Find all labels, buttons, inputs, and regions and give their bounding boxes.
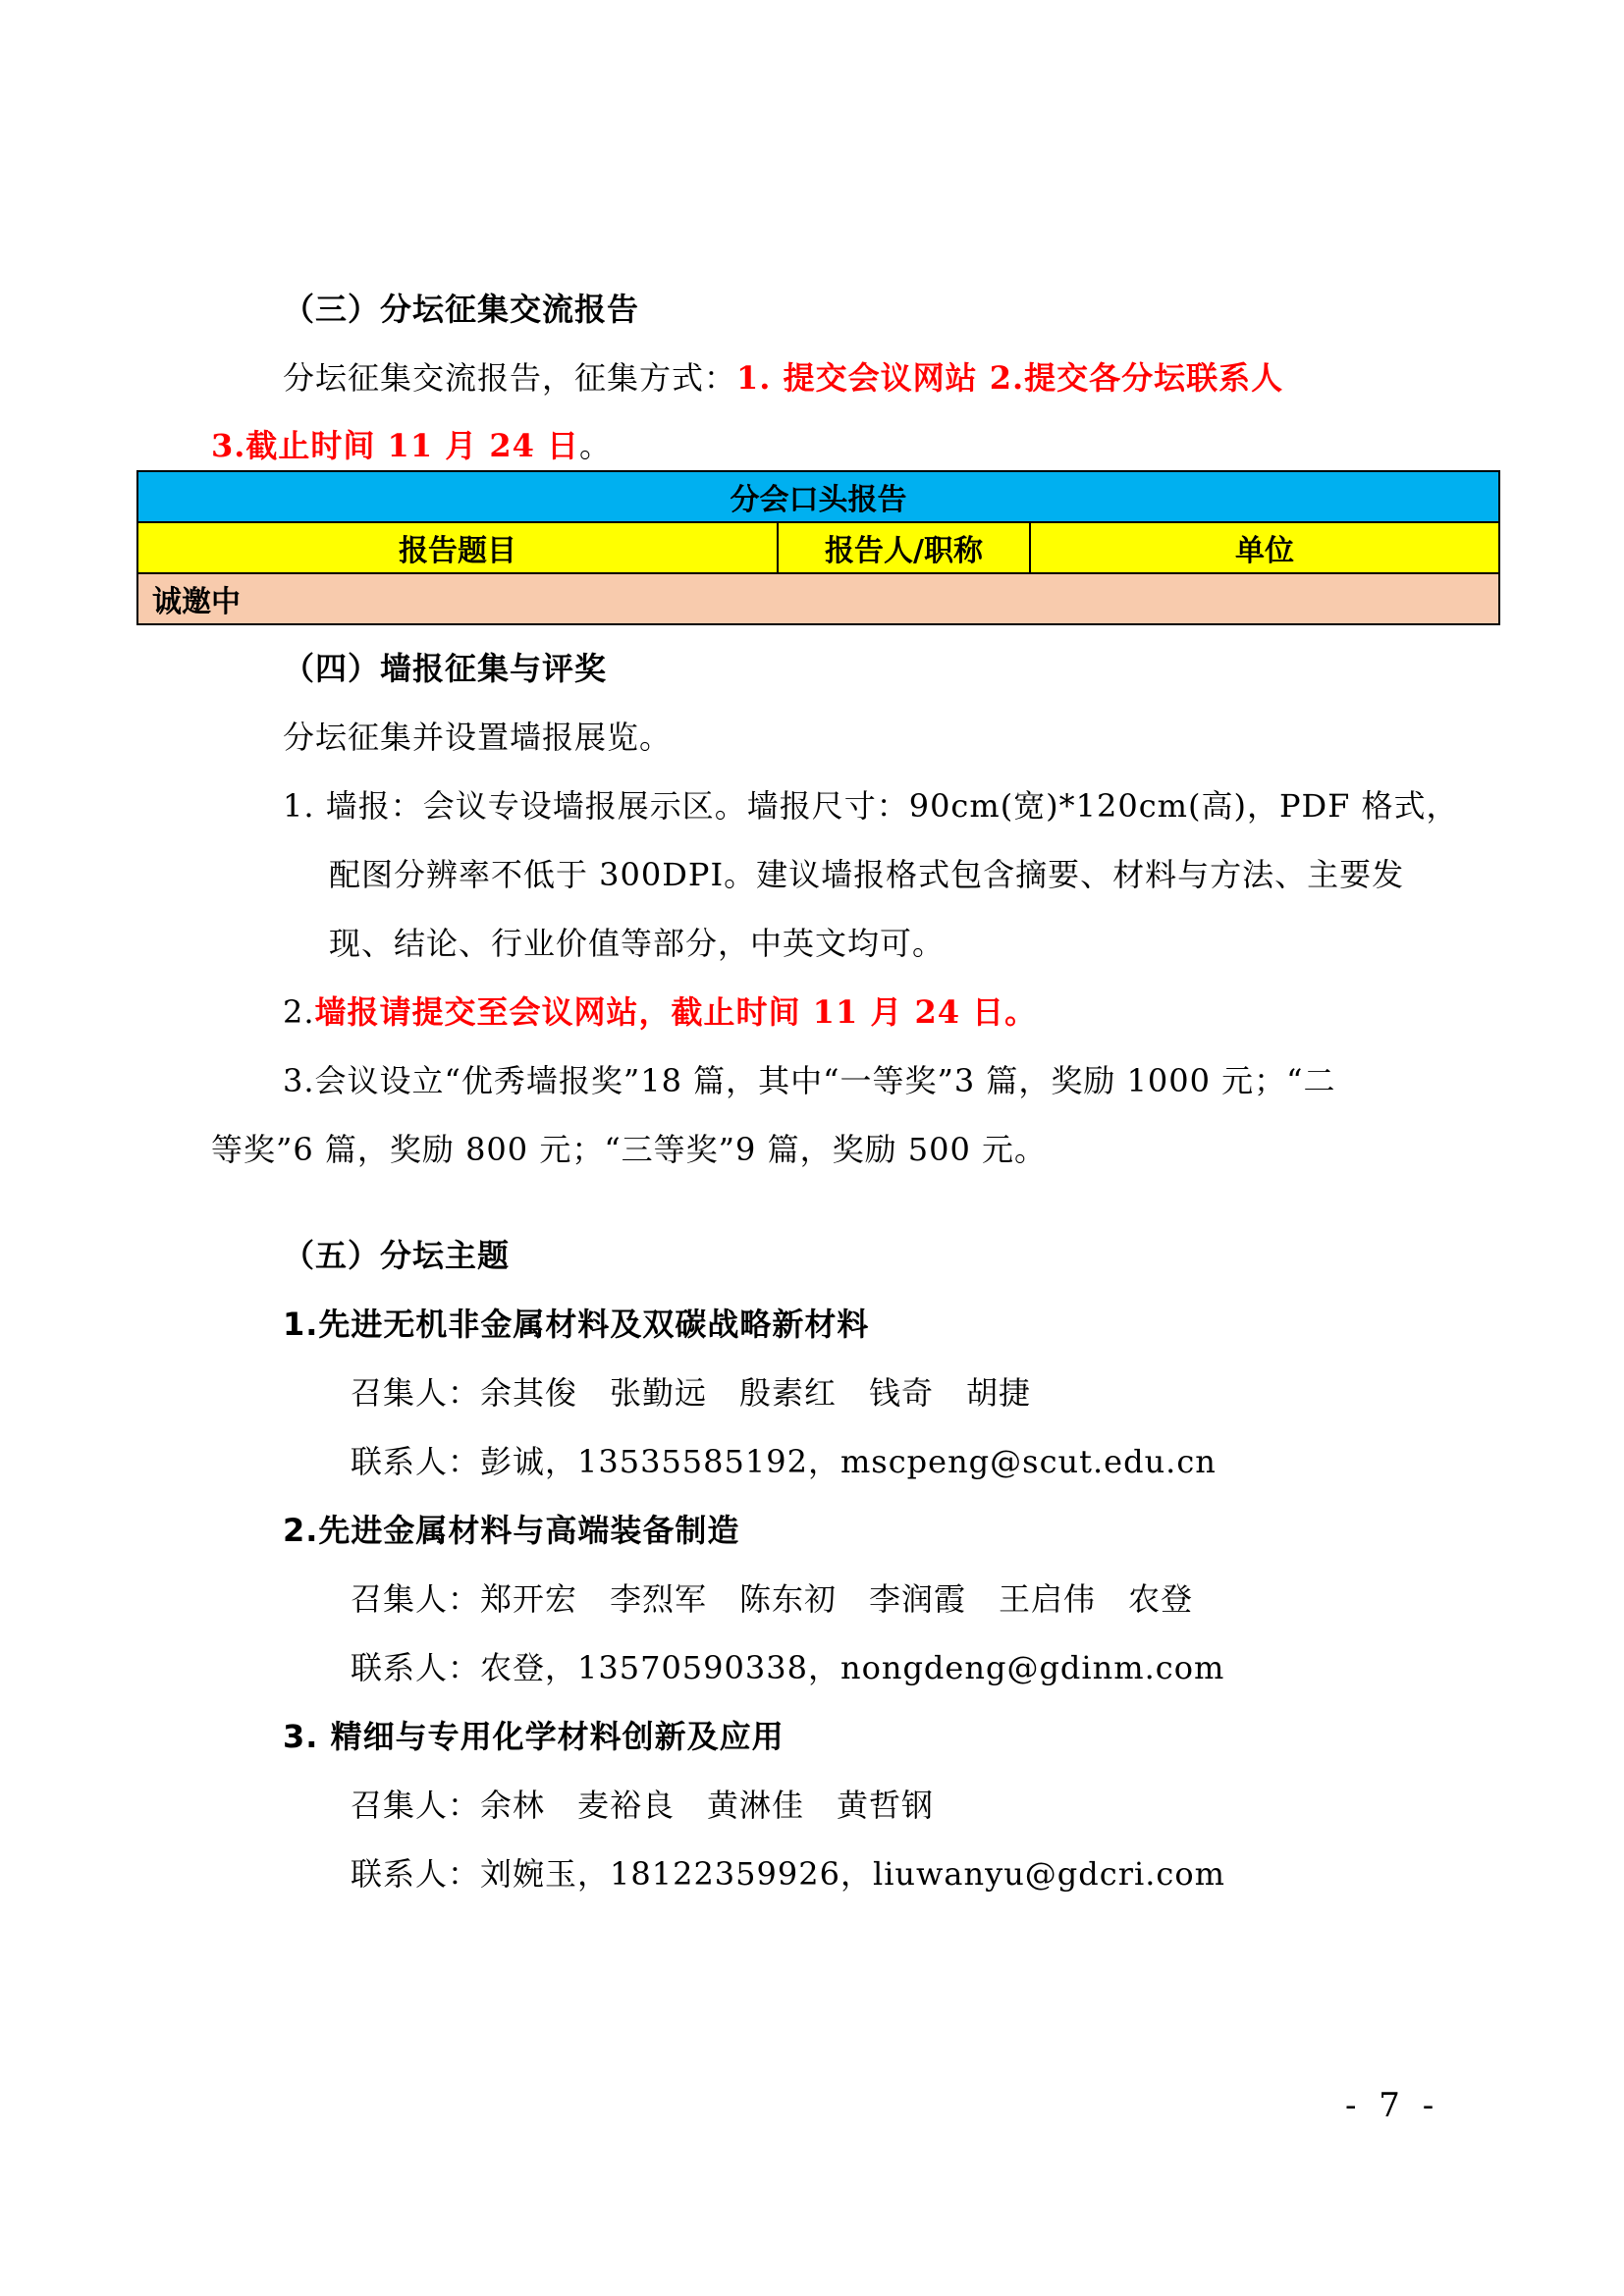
section3-intro — [283, 355, 1283, 400]
section4-intro: 分坛征集并设置墙报展览。 — [283, 719, 673, 756]
poster-item1-line2: 配图分辨率不低于 300DPI。建议墙报格式包含摘要、材料与方法、主要发 — [329, 856, 1405, 893]
topic2-title: 2.先进金属材料与高端装备制造 — [283, 1512, 740, 1549]
topic3-convener: 召集人：余林 麦裕良 黄淋佳 黄哲钢 — [351, 1787, 935, 1824]
topic3-contact: 联系人：刘婉玉，18122359926，liuwanyu@gdcri.com — [351, 1855, 1225, 1893]
oral-report-table — [136, 470, 1500, 625]
column-header-topic: 报告题目 — [137, 522, 778, 573]
topic2-convener: 召集人：郑开宏 李烈军 陈东初 李润霞 王启伟 农登 — [351, 1580, 1194, 1618]
poster-item3-line2: 等奖”6 篇，奖励 800 元；“三等奖”9 篇，奖励 500 元。 — [211, 1131, 1047, 1168]
section3-methods: 1. 提交会议网站 2.提交各分坛联系人 — [736, 359, 1284, 397]
topic2-contact: 联系人：农登，13570590338，nongdeng@gdinm.com — [351, 1649, 1225, 1686]
column-header-speaker: 报告人/职称 — [778, 522, 1030, 573]
poster-item2 — [283, 989, 1037, 1035]
poster-item1-line3: 现、结论、行业价值等部分，中英文均可。 — [329, 925, 946, 962]
section4-heading: （四）墙报征集与评奖 — [283, 650, 608, 687]
section3-intro-text: 分坛征集交流报告，征集方式： — [283, 359, 737, 397]
poster-item2-text: 墙报请提交至会议网站，截止时间 11 月 24 日。 — [314, 993, 1038, 1031]
topic1-title: 1.先进无机非金属材料及双碳战略新材料 — [283, 1306, 870, 1343]
page-number: - 7 - — [1345, 2086, 1440, 2125]
topic3-title: 3. 精细与专用化学材料创新及应用 — [283, 1718, 785, 1755]
section5-heading: （五）分坛主题 — [283, 1237, 511, 1274]
poster-item1-line1: 1. 墙报：会议专设墙报展示区。墙报尺寸：90cm(宽)*120cm(高)，PDF 格式， — [283, 787, 1459, 825]
topic1-contact: 联系人：彭诚，13535585192，mscpeng@scut.edu.cn — [351, 1443, 1217, 1480]
section3-deadline — [211, 423, 612, 468]
table-title: 分会口头报告 — [137, 471, 1499, 522]
poster-item2-number: 2. — [283, 993, 315, 1031]
column-header-unit: 单位 — [1030, 522, 1499, 573]
table-cell-invitation: 诚邀中 — [137, 573, 1499, 624]
section3-deadline-text: 3.截止时间 11 月 24 日 — [211, 427, 580, 464]
topic1-convener: 召集人：余其俊 张勤远 殷素红 钱奇 胡捷 — [351, 1374, 1032, 1412]
poster-item3-line1: 3.会议设立“优秀墙报奖”18 篇，其中“一等奖”3 篇，奖励 1000 元；“二 — [283, 1062, 1336, 1099]
section3-heading: （三）分坛征集交流报告 — [283, 291, 640, 328]
section3-deadline-end: 。 — [579, 427, 613, 464]
table-row — [137, 573, 1499, 624]
